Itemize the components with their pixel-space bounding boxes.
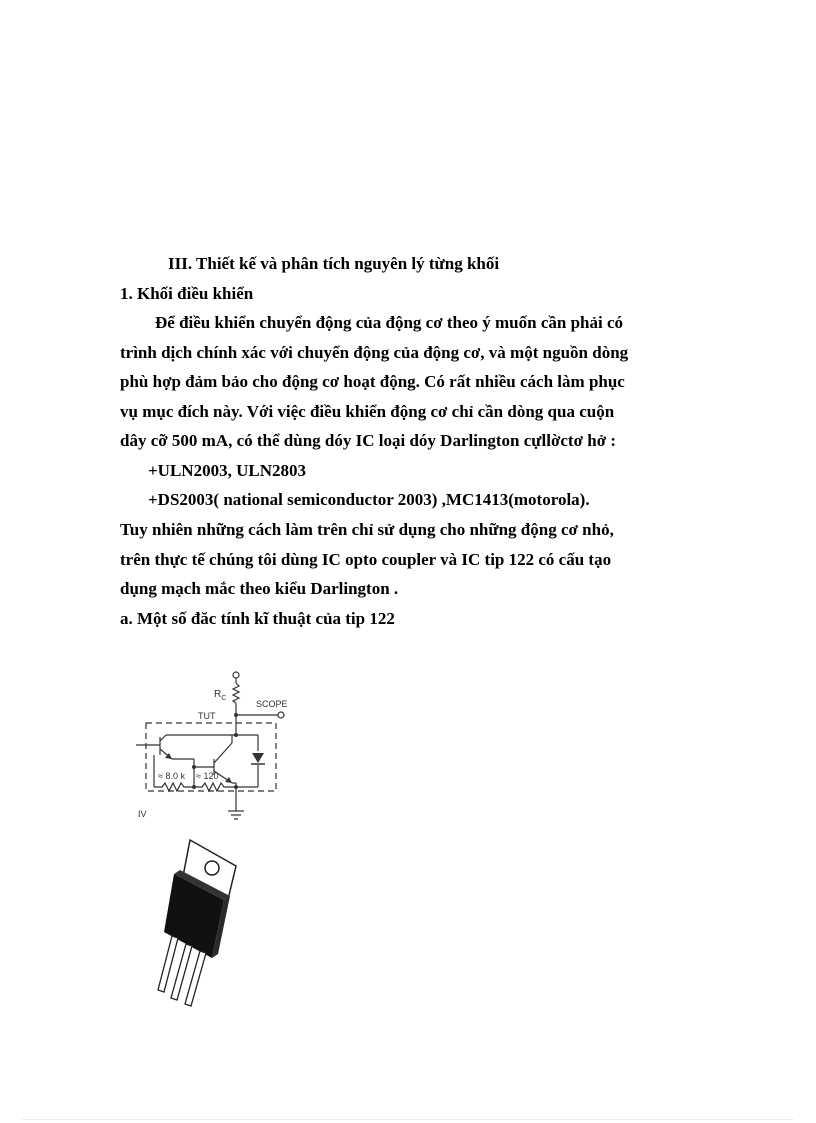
paragraph-line: phù hợp đảm bảo cho động cơ hoạt động. Có rất nhiều cách làm phục bbox=[120, 372, 625, 391]
paragraph-line: vụ mục đích này. Với việc điều khiển động cơ chỉ cần dòng qua cuộn bbox=[120, 402, 615, 421]
paragraph-line: Để điều khiển chuyển động của động cơ theo ý muốn cần phải có bbox=[155, 313, 624, 332]
paragraph-line: Tuy nhiên những cách làm trên chỉ sử dụng cho những động cơ nhỏ, bbox=[120, 520, 614, 539]
scope-label: SCOPE bbox=[256, 699, 288, 709]
heading: III. Thiết kế và phân tích nguyên lý từng khối bbox=[168, 254, 500, 273]
darlington-circuit-schematic bbox=[132, 665, 302, 825]
paragraph-line: dụng mạch mắc theo kiểu Darlington . bbox=[120, 579, 399, 598]
paragraph-line: dây cỡ 500 mA, có thể dùng dóy IC loại dóy Darlington cựllờctơ hở : bbox=[120, 431, 617, 450]
page-bottom-divider bbox=[22, 1119, 794, 1120]
paragraph-line: trên thực tế chúng tôi dùng IC opto coupler và IC tip 122 có cấu tạo bbox=[120, 550, 612, 569]
v-label: IV bbox=[138, 809, 147, 819]
r2-label: ≈ 120 bbox=[196, 771, 219, 781]
section-title: 1. Khối điều khiển bbox=[120, 284, 254, 303]
list-item: +ULN2003, ULN2803 bbox=[148, 461, 306, 480]
to220-package-illustration bbox=[150, 834, 250, 1014]
r1-label: ≈ 8.0 k bbox=[158, 771, 185, 781]
rc-label: $R_C$ bbox=[214, 689, 227, 702]
paragraph-line: trình dịch chính xác với chuyển động của động cơ, và một nguồn dòng bbox=[120, 343, 629, 362]
list-item: +DS2003( national semiconductor 2003) ,MC1413(motorola). bbox=[148, 490, 590, 509]
tut-label: TUT bbox=[198, 711, 216, 721]
subsection-title: a. Một số đăc tính kĩ thuật của tip 122 bbox=[120, 609, 395, 628]
